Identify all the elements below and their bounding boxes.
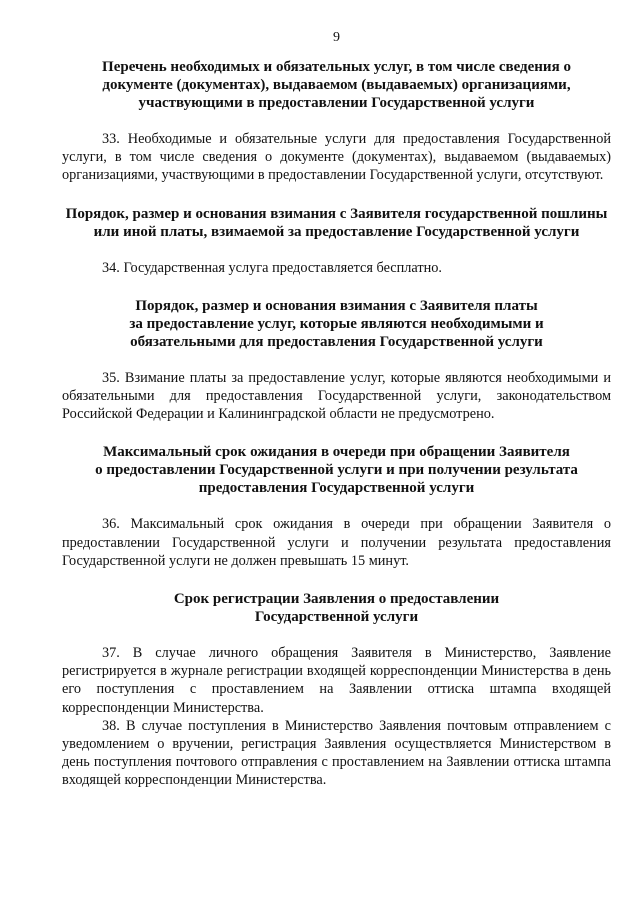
heading-line: Срок регистрации Заявления о предоставлении xyxy=(173,591,500,608)
heading-line: Порядок, размер и основания взимания с Заявителя государственной пошлины xyxy=(65,205,608,222)
section-heading-required-services xyxy=(62,58,611,112)
paragraph-34: 34. Государственная услуга предоставляется бесплатно. xyxy=(102,259,442,276)
section-heading-registration-time xyxy=(62,590,611,626)
paragraph-38: 38. В случае поступления в Министерство Заявления почтовым отправлением с уведомлением о вручении, регистрация Заявления осуществляется Министерством в день поступления почтового отправления с проставлением на Заявлении оттиска штампа входящей корреспонденции Министерства. xyxy=(62,717,611,789)
section-heading-service-fees xyxy=(62,297,611,351)
heading-line: за предоставление услуг, которые являются необходимыми и xyxy=(129,315,544,332)
paragraph-33: 33. Необходимые и обязательные услуги для предоставления Государственной услуги, в том числе сведения о документе (документах), выдаваемом (выдаваемых) организациями, участвующими в предоставлении Государственной услуги, отсутствуют. xyxy=(62,131,611,184)
section-heading-state-fee xyxy=(62,205,611,241)
heading-line: документе (документах), выдаваемом (выдаваемых) организациями, xyxy=(102,77,571,93)
paragraph-37: 37. В случае личного обращения Заявителя в Министерство, Заявление регистрируется в журнале регистрации входящей корреспонденции Министерства в день его поступления с проставлением на Заявлении оттиска штампа входящей корреспонденции Министерства. xyxy=(62,645,611,716)
heading-line: Перечень необходимых и обязательных услуг, в том числе сведения о xyxy=(102,59,571,75)
heading-line: Порядок, размер и основания взимания с Заявителя платы xyxy=(135,297,538,314)
heading-line: Максимальный срок ожидания в очереди при обращении Заявителя xyxy=(103,444,570,461)
page-number: 9 xyxy=(333,30,340,45)
paragraph-36: 36. Максимальный срок ожидания в очереди при обращении Заявителя о предоставлении Государственной услуги и получении результата предоставления Государственной услуги не должен превышать 15 минут. xyxy=(62,516,611,569)
section-heading-queue-time xyxy=(62,443,611,497)
heading-line: обязательными для предоставления Государственной услуги xyxy=(130,333,543,350)
paragraph-35: 35. Взимание платы за предоставление услуг, которые являются необходимыми и обязательными для предоставления Государственной услуги, законодательством Российской Федерации и Калининградской области не предусмотрено. xyxy=(62,369,611,423)
heading-line: Государственной услуги xyxy=(254,609,419,626)
heading-line: о предоставлении Государственной услуги и при получении результата xyxy=(95,462,578,479)
heading-line: участвующими в предоставлении Государственной услуги xyxy=(138,95,535,111)
heading-line: или иной платы, взимаемой за предоставление Государственной услуги xyxy=(93,223,580,240)
heading-line: предоставления Государственной услуги xyxy=(198,480,475,497)
